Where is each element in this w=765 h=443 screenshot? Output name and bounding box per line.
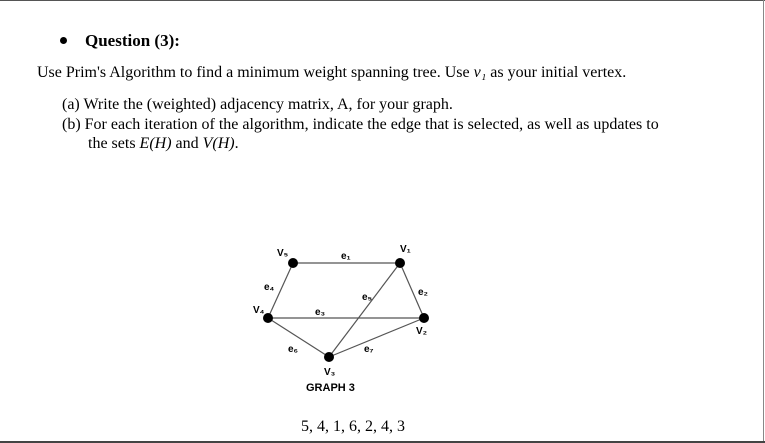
- label-e1: e₁: [341, 251, 351, 262]
- vertex-v5: [288, 258, 298, 268]
- part-a: (a) Write the (weighted) adjacency matrix, A, for your graph.: [62, 96, 453, 113]
- question-heading: [60, 31, 180, 51]
- part-b-and: and: [171, 135, 203, 152]
- right-border: [763, 0, 764, 443]
- question-title: Question (3):: [85, 31, 180, 50]
- part-b-text: the sets: [88, 135, 140, 152]
- label-v5: V₅: [277, 248, 289, 259]
- label-v3: V₃: [324, 367, 336, 378]
- graph-caption: GRAPH 3: [306, 382, 355, 394]
- vertex-set: V(H): [202, 135, 235, 152]
- vertex-v4: [263, 313, 273, 323]
- bullet-icon: [60, 37, 67, 44]
- vertex-v1: [395, 258, 405, 268]
- weights-sequence: 5, 4, 1, 6, 2, 4, 3: [301, 418, 405, 435]
- label-v1: V₁: [400, 244, 411, 255]
- label-e3: e₃: [315, 307, 326, 318]
- label-v4: V₄: [253, 305, 265, 316]
- question-prompt: [37, 64, 626, 82]
- vertex-v3: [324, 352, 334, 362]
- label-e7: e₇: [364, 344, 374, 355]
- label-e6: e₆: [288, 344, 299, 355]
- graph-3-diagram: [240, 236, 450, 401]
- prompt-text-start: Use Prim's Algorithm to find a minimum weight spanning tree. Use: [37, 64, 474, 81]
- vertex-v2: [419, 313, 429, 323]
- initial-vertex: v₁: [473, 64, 487, 81]
- label-v2: V₂: [416, 326, 428, 337]
- edge-e6: [268, 318, 329, 357]
- part-b-line1: (b) For each iteration of the algorithm, indicate the edge that is selected, as well as updates to: [62, 116, 659, 133]
- label-e2: e₂: [418, 287, 429, 298]
- prompt-text-end: as your initial vertex.: [486, 64, 627, 81]
- top-border: [0, 0, 765, 1]
- edge-set: E(H): [139, 135, 172, 152]
- label-e4: e₄: [264, 282, 275, 293]
- part-b-period: .: [234, 135, 239, 152]
- label-e5: e₅: [362, 292, 373, 303]
- part-b-line2: [88, 135, 239, 153]
